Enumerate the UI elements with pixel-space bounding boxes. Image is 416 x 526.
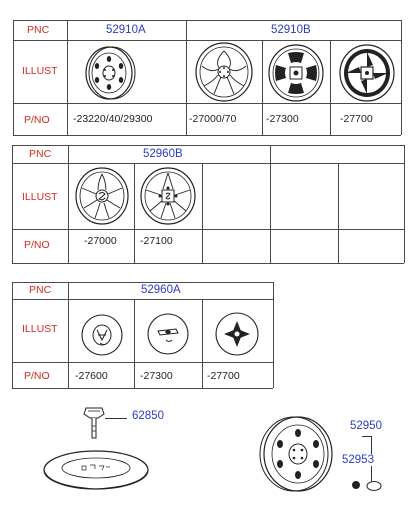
valve-stem-illustration: [82, 404, 116, 444]
row-label-pnc: PNC: [29, 148, 52, 160]
alloy-wheel-illustration: [194, 41, 256, 103]
pnc-52910a[interactable]: 52910A: [106, 24, 146, 36]
row-label-illust: ILLUST: [22, 323, 58, 335]
pnc-52960a[interactable]: 52960A: [141, 284, 181, 296]
part-number: -27700: [207, 370, 240, 382]
pnc-52960b[interactable]: 52960B: [143, 148, 183, 160]
center-cap-illustration: [80, 313, 124, 357]
part-number: -27300: [266, 113, 299, 125]
center-cap-illustration: [214, 311, 260, 357]
part-number: -27000/70: [189, 113, 237, 125]
steel-wheel-illustration: [84, 42, 138, 102]
part-number: -27700: [340, 113, 373, 125]
part-number: -23220/40/29300: [73, 113, 153, 125]
part-number: -27000: [84, 235, 117, 247]
alloy-wheel-illustration: [138, 166, 198, 226]
row-label-illust: ILLUST: [22, 65, 58, 77]
cross-spoke-wheel-illustration: [337, 43, 397, 103]
row-label-pno: P/NO: [24, 114, 50, 126]
center-cap-illustration: [146, 312, 190, 356]
tire-illustration: [42, 446, 150, 494]
row-label-illust: ILLUST: [22, 191, 58, 203]
row-label-pnc: PNC: [27, 24, 50, 36]
callout-52953[interactable]: 52953: [342, 454, 374, 466]
callout-62850[interactable]: 62850: [132, 410, 164, 422]
row-label-pno: P/NO: [24, 370, 50, 382]
part-number: -27600: [75, 370, 108, 382]
row-label-pno: P/NO: [24, 239, 50, 251]
four-window-wheel-illustration: [266, 43, 326, 103]
part-number: -27100: [140, 235, 173, 247]
part-number: -27300: [140, 370, 173, 382]
steel-wheel-illustration: [258, 414, 334, 494]
pnc-52910b[interactable]: 52910B: [271, 24, 311, 36]
alloy-wheel-illustration: [73, 166, 131, 226]
row-label-pnc: PNC: [29, 284, 52, 296]
callout-52950[interactable]: 52950: [350, 420, 382, 432]
balance-weight-illustration: [348, 476, 384, 496]
